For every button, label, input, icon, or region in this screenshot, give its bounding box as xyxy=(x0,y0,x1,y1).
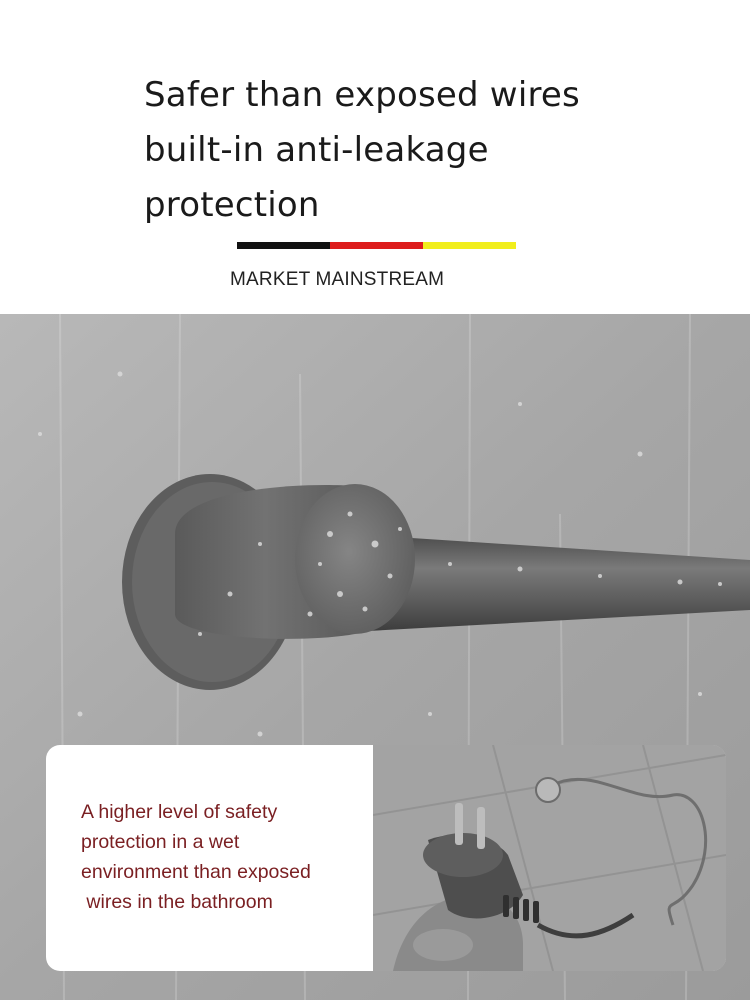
flag-color-bar xyxy=(237,242,516,249)
plug-illustration xyxy=(373,745,726,971)
info-line-2: protection in a wet xyxy=(81,831,240,853)
flag-stripe-red xyxy=(330,242,423,249)
plug-photo xyxy=(373,745,726,971)
headline-line-3: protection xyxy=(144,185,320,225)
info-card xyxy=(46,745,726,971)
headline-line-1: Safer than exposed wires xyxy=(144,75,580,115)
info-line-4: wires in the bathroom xyxy=(81,891,273,913)
info-line-1: A higher level of safety xyxy=(81,801,278,823)
header-section xyxy=(0,0,750,314)
subtitle: MARKET MAINSTREAM xyxy=(230,269,445,290)
flag-stripe-yellow xyxy=(423,242,516,249)
info-card-text xyxy=(81,797,381,917)
flag-stripe-black xyxy=(237,242,330,249)
info-line-3: environment than exposed xyxy=(81,861,311,883)
headline xyxy=(144,68,704,233)
headline-line-2: built-in anti-leakage xyxy=(144,130,489,170)
